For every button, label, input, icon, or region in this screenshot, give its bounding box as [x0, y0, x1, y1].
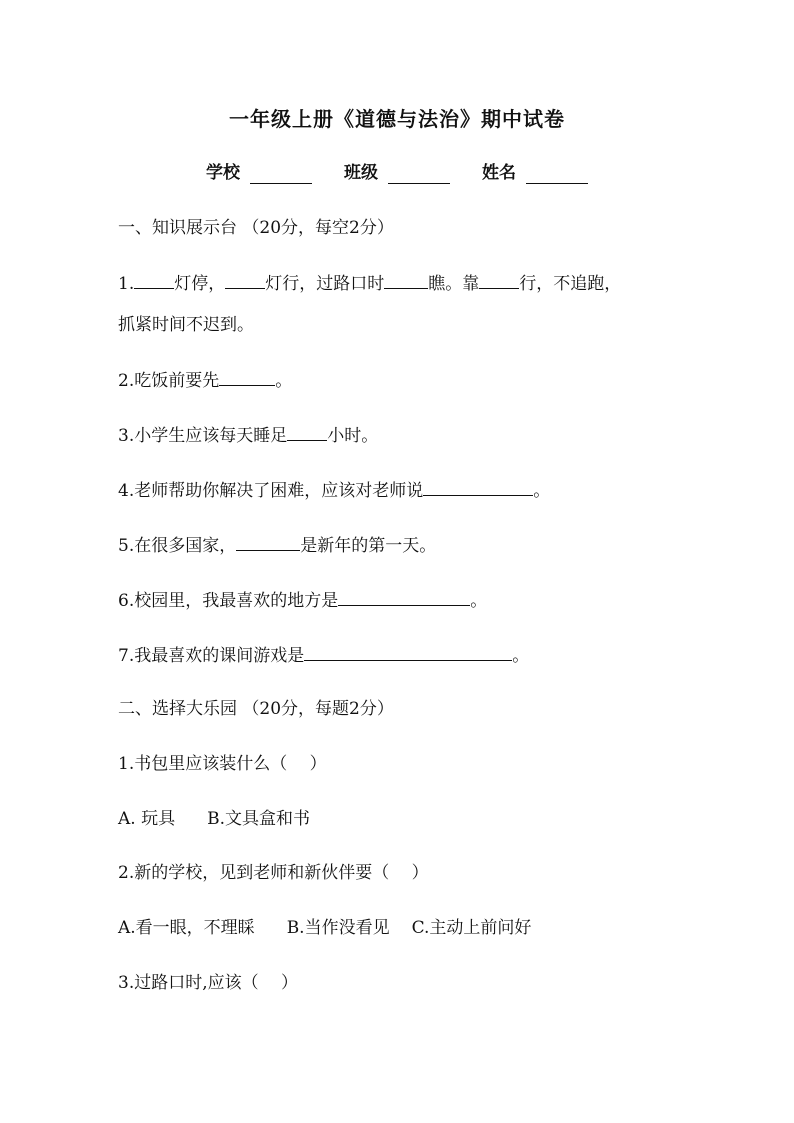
s1-q1-blank-1[interactable]	[134, 272, 174, 289]
name-blank[interactable]	[526, 165, 588, 184]
s1-q1-line2: 抓紧时间不迟到。	[118, 315, 254, 335]
class-field	[344, 162, 450, 184]
s1-question-1	[118, 272, 621, 295]
s1-q5-end: 是新年的第一天。	[300, 536, 437, 556]
s1-question-7	[118, 644, 529, 667]
student-info-row	[0, 162, 794, 184]
s2-q2-option-a[interactable]: A.看一眼，不理睬	[118, 918, 255, 938]
s1-q4-end: 。	[533, 481, 551, 501]
name-field	[482, 162, 588, 184]
s1-q2-end: 。	[275, 371, 293, 391]
s1-question-2	[118, 369, 292, 392]
s1-question-5	[118, 534, 436, 557]
s1-q6-end: 。	[470, 591, 488, 611]
class-blank[interactable]	[388, 165, 450, 184]
s2-question-2: 2.新的学校，见到老师和新伙伴要（ ）	[118, 863, 429, 883]
s1-q5-blank[interactable]	[236, 534, 300, 551]
s1-q7-end: 。	[512, 646, 530, 666]
school-field	[206, 162, 312, 184]
exam-title: 一年级上册《道德与法治》期中试卷	[229, 107, 565, 131]
s2-q1-option-b[interactable]: B.文具盒和书	[207, 809, 310, 829]
s1-question-3	[118, 424, 378, 447]
s1-q1-text-c: 灯行，过路口时	[265, 274, 385, 294]
s1-q3-blank[interactable]	[287, 424, 327, 441]
section1-heading: 一、知识展示台 （20分，每空2分）	[118, 218, 394, 238]
s1-q2-blank[interactable]	[219, 369, 275, 386]
s1-question-4	[118, 479, 550, 502]
s1-q7-blank[interactable]	[304, 644, 512, 661]
s2-q1-option-a[interactable]: A. 玩具	[118, 809, 176, 829]
s1-q1-text-d: 瞧。靠	[428, 274, 480, 294]
s1-q2-text: 2.吃饭前要先	[118, 371, 220, 391]
s1-q5-text: 5.在很多国家，	[118, 536, 237, 556]
s1-q3-text: 3.小学生应该每天睡足	[118, 426, 288, 446]
school-blank[interactable]	[250, 165, 312, 184]
s1-q1-number: 1.	[118, 274, 135, 294]
section2-heading: 二、选择大乐园 （20分，每题2分）	[118, 699, 394, 719]
s2-q2-option-b[interactable]: B.当作没看见	[286, 918, 390, 938]
s1-q4-blank[interactable]	[423, 479, 533, 496]
s1-q6-blank[interactable]	[338, 589, 470, 606]
s1-q1-blank-4[interactable]	[479, 272, 519, 289]
s2-q2-option-c[interactable]: C.主动上前问好	[411, 918, 532, 938]
school-label: 学校	[206, 163, 240, 183]
s1-q1-blank-2[interactable]	[225, 272, 265, 289]
s1-q1-text-e: 行，不追跑，	[519, 274, 622, 294]
s1-q6-text: 6.校园里，我最喜欢的地方是	[118, 591, 339, 611]
s1-q1-blank-3[interactable]	[384, 272, 428, 289]
s2-question-3: 3.过路口时,应该（ ）	[118, 973, 299, 993]
s2-q1-options	[118, 808, 310, 830]
s2-question-1: 1.书包里应该装什么（ ）	[118, 754, 327, 774]
s1-question-6	[118, 589, 487, 612]
s1-q1-text-b: 灯停，	[174, 274, 226, 294]
s1-q4-text: 4.老师帮助你解决了困难，应该对老师说	[118, 481, 424, 501]
s1-q7-text: 7.我最喜欢的课间游戏是	[118, 646, 305, 666]
name-label: 姓名	[482, 163, 516, 183]
s2-q2-options	[118, 917, 531, 939]
class-label: 班级	[344, 163, 378, 183]
s1-q3-end: 小时。	[327, 426, 379, 446]
